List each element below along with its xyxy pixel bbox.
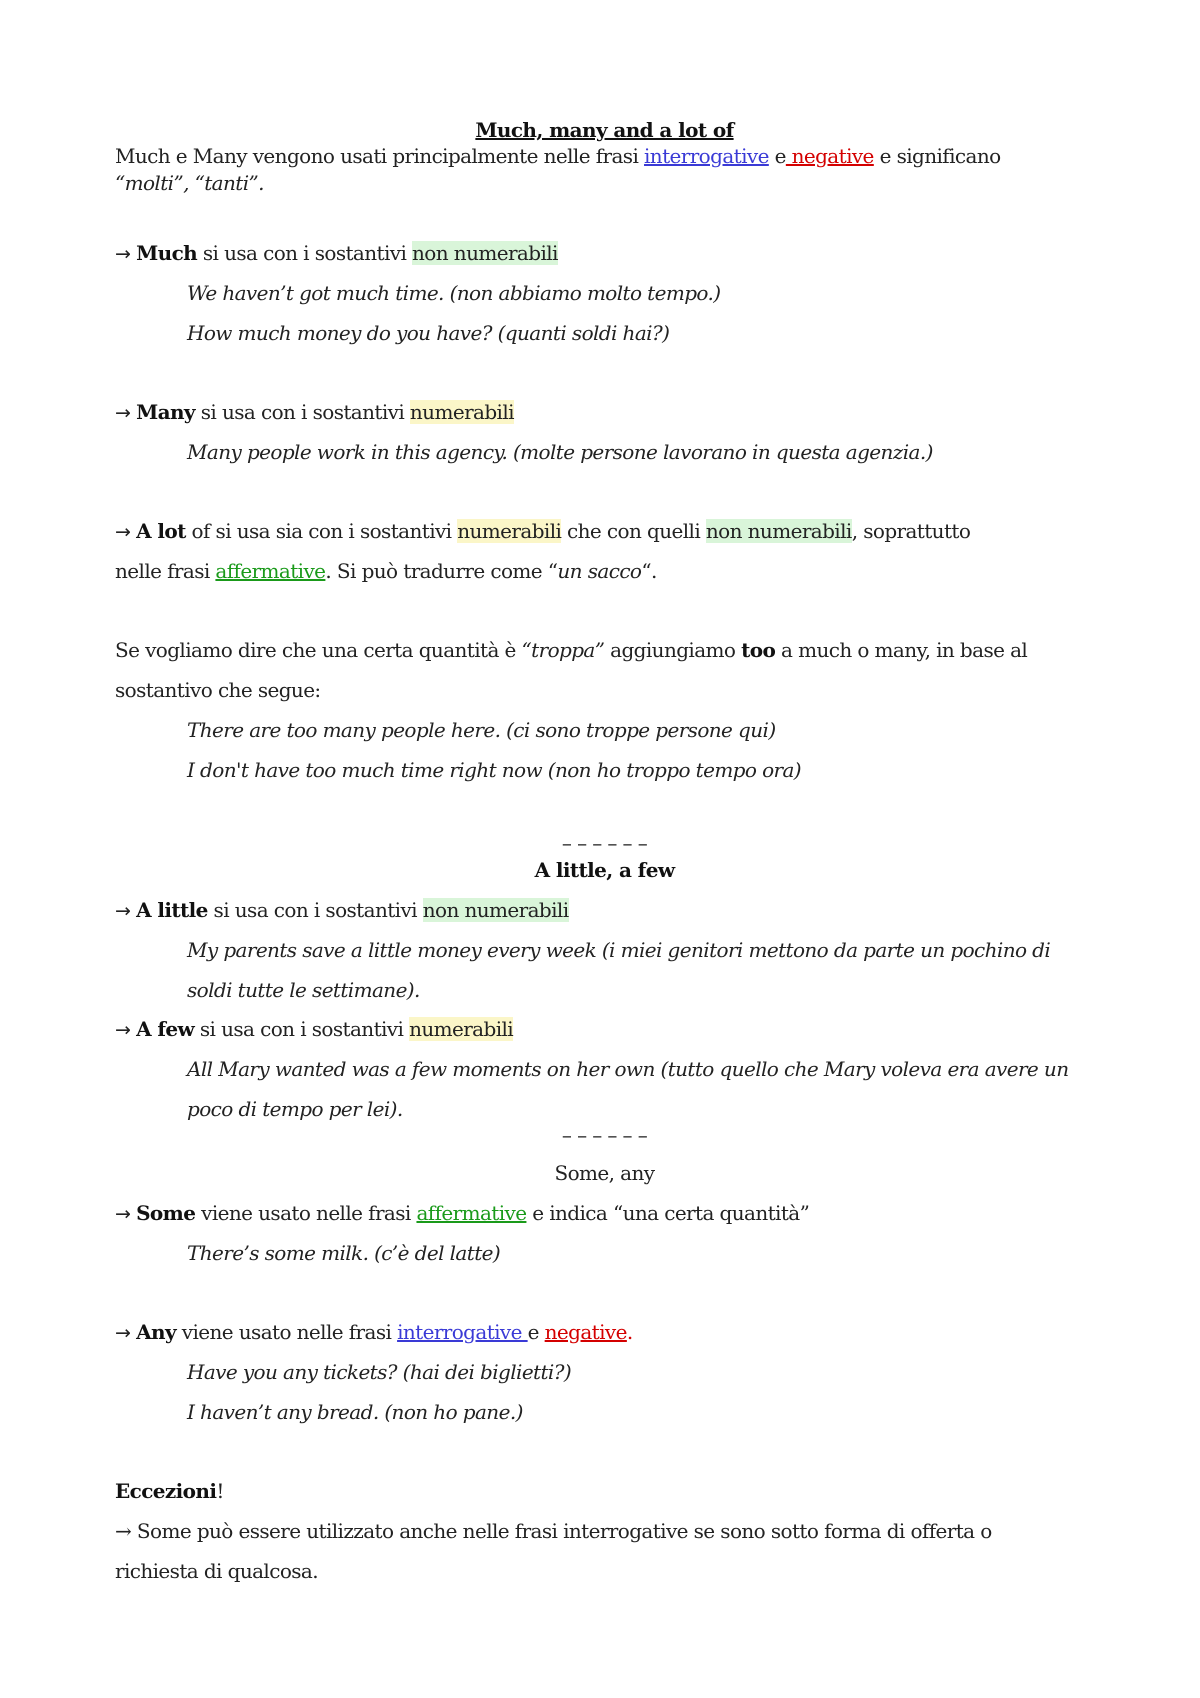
rule-a-lot-of-line2: nelle frasi affermative. Si può tradurre come “un sacco“. [115,559,657,583]
rule-a-lot-of: → A lot of si usa sia con i sostantivi numerabili che con quelli non numerabili, soprattutto [115,519,971,543]
example-much-2: How much money do you have? (quanti soldi hai?) [187,321,670,345]
arrow-icon: → [115,900,131,922]
example-too-1: There are too many people here. (ci sono troppe persone qui) [187,718,776,742]
arrow-icon: → [115,1019,131,1041]
arrow-icon: → [115,1322,131,1344]
example-much-1: We haven’t got much time. (non abbiamo molto tempo.) [187,281,721,305]
section-title-some-any: Some, any [554,1161,655,1185]
separator: – – – – – – [561,831,648,855]
exceptions-heading: Eccezioni! [115,1479,224,1503]
rule-any: → Any viene usato nelle frasi interrogative e negative. [115,1320,633,1344]
rule-much: → Much si usa con i sostantivi non numerabili [115,241,558,265]
rule-a-few: → A few si usa con i sostantivi numerabili [115,1017,514,1041]
intro-paragraph: Much e Many vengono usati principalmente nelle frasi interrogative e negative e significano [115,144,1001,168]
intro-paragraph-line2: “molti”, “tanti”. [115,171,264,195]
tag-non-numerabili: non numerabili [705,519,852,543]
example-many-1: Many people work in this agency. (molte persone lavorano in questa agenzia.) [187,440,933,464]
affermative-link[interactable]: affermative [416,1201,527,1225]
example-some-1: There’s some milk. (c’è del latte) [187,1241,501,1265]
tag-non-numerabili: non numerabili [412,241,558,265]
rule-many: → Many si usa con i sostantivi numerabili [115,400,514,424]
rule-a-little: → A little si usa con i sostantivi non numerabili [115,898,569,922]
exceptions-line1: → Some può essere utilizzato anche nelle frasi interrogative se sono sotto forma di offerta o [115,1519,992,1543]
example-few-2: poco di tempo per lei). [187,1097,403,1121]
interrogative-link[interactable]: interrogative [644,144,769,168]
example-little-2: soldi tutte le settimane). [187,978,420,1002]
rule-too: Se vogliamo dire che una certa quantità è “troppa” aggiungiamo too a much o many, in base al [115,638,1028,662]
tag-numerabili: numerabili [457,519,562,543]
example-any-2: I haven’t any bread. (non ho pane.) [187,1400,523,1424]
negative-link[interactable]: negative [785,144,874,168]
arrow-icon: → [115,521,131,543]
exceptions-line2: richiesta di qualcosa. [115,1559,319,1583]
example-few-1: All Mary wanted was a few moments on her own (tutto quello che Mary voleva era avere un [187,1057,1069,1081]
negative-link[interactable]: negative [544,1320,627,1344]
section-title-much-many: Much, many and a lot of [475,118,734,142]
arrow-icon: → [115,243,131,265]
interrogative-link[interactable]: interrogative [397,1320,528,1344]
tag-numerabili: numerabili [409,1017,514,1041]
rule-some: → Some viene usato nelle frasi affermative e indica “una certa quantità” [115,1201,810,1225]
rule-too-line2: sostantivo che segue: [115,678,321,702]
separator: – – – – – – [561,1123,648,1147]
example-little-1: My parents save a little money every week (i miei genitori mettono da parte un pochino di [187,938,1051,962]
example-too-2: I don't have too much time right now (non ho troppo tempo ora) [187,758,802,782]
arrow-icon: → [115,1203,131,1225]
affermative-link[interactable]: affermative [215,559,326,583]
tag-non-numerabili: non numerabili [422,898,569,922]
tag-numerabili: numerabili [409,400,514,424]
arrow-icon: → [115,402,131,424]
example-any-1: Have you any tickets? (hai dei biglietti?) [187,1360,572,1384]
section-title-little-few: A little, a few [534,858,675,882]
